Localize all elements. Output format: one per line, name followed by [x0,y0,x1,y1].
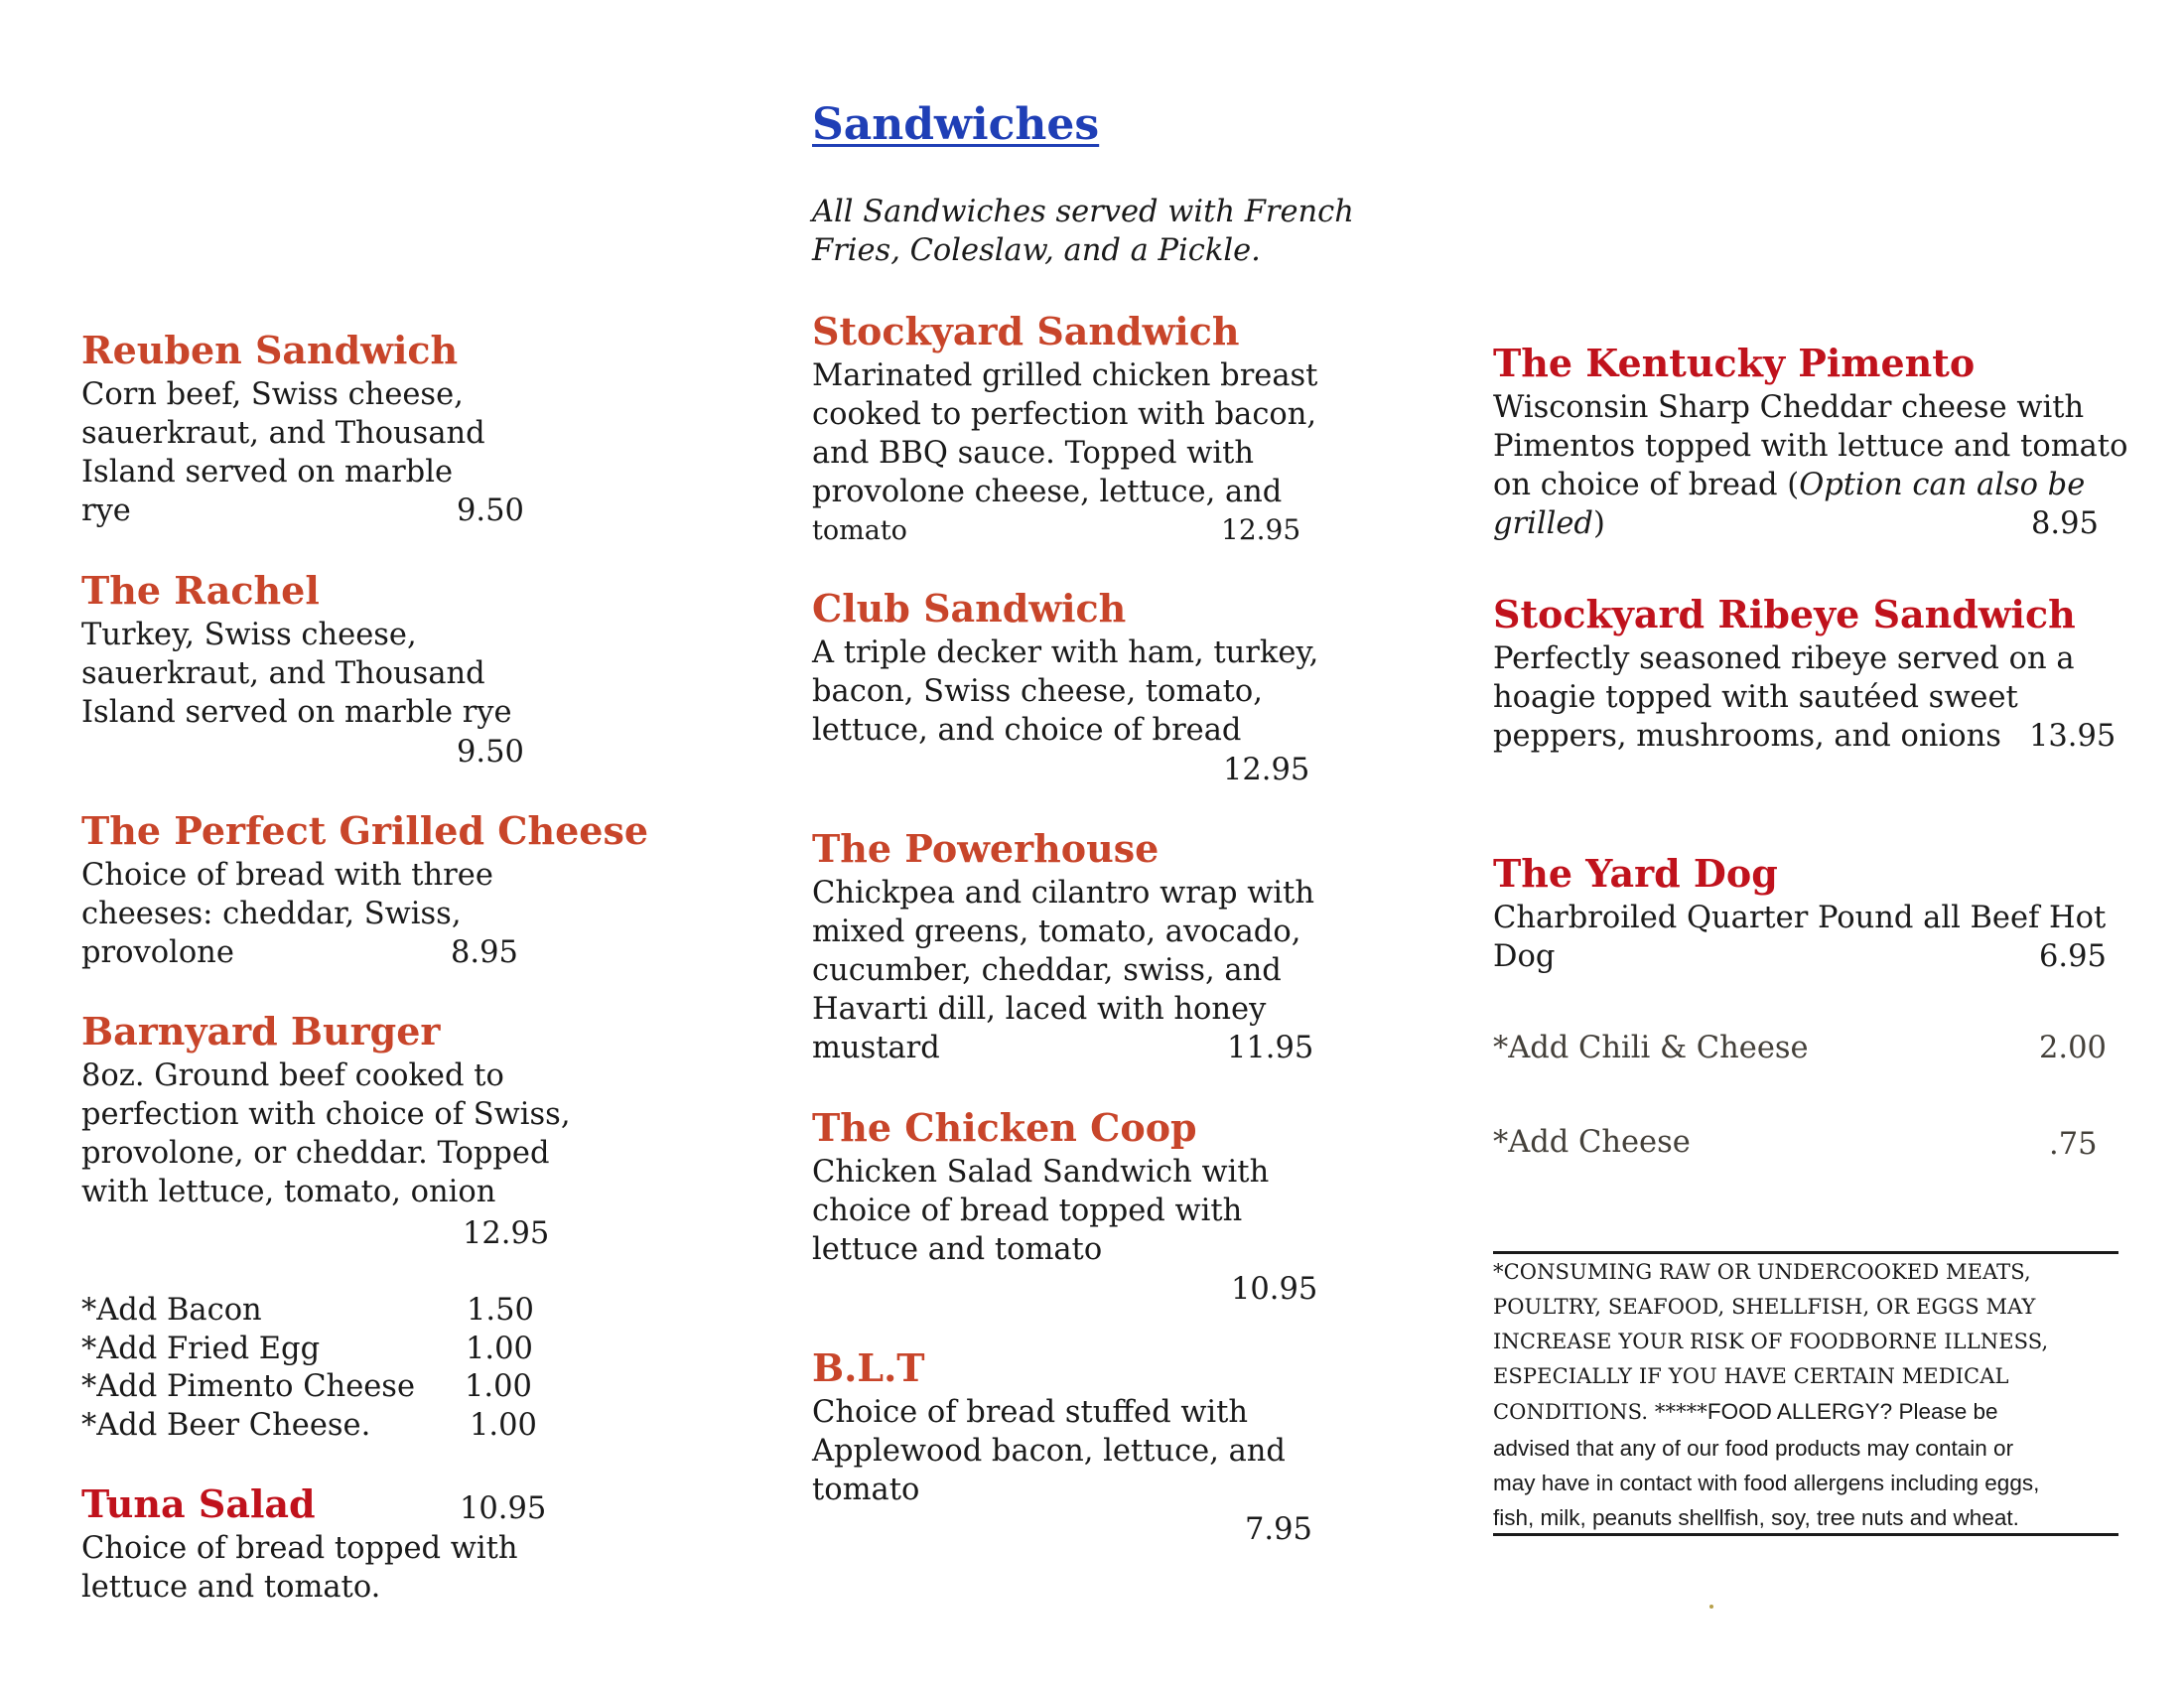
addon-price-beer-cheese: 1.00 [470,1408,537,1443]
menu-item-price-barnyard-burger: 12.95 [463,1216,550,1251]
section-intro-line-1: All Sandwiches served with French [812,195,1354,229]
menu-item-price-stockyard-sandwich: 12.95 [1221,513,1301,546]
desc-line: provolone, or cheddar. Topped [81,1136,550,1171]
menu-item-title-tuna-salad: Tuna Salad [81,1481,316,1526]
menu-item-desc-tuna-salad [81,1529,518,1607]
desc-line: Island served on marble rye [81,695,512,730]
section-intro-line-2: Fries, Coleslaw, and a Pickle. [812,233,1261,268]
desc-line: Chickpea and cilantro wrap with [812,876,1314,911]
notice-line [1493,1394,2048,1431]
menu-item-price-grilled-cheese: 8.95 [451,935,518,970]
desc-line: Choice of bread with three [81,858,493,893]
menu-item-price-tuna-salad: 10.95 [460,1491,547,1526]
menu-item-title-reuben: Reuben Sandwich [81,328,459,372]
desc-line [1493,466,2127,504]
addon-price-chili-cheese: 2.00 [2039,1031,2107,1065]
menu-item-title-powerhouse: The Powerhouse [812,826,1160,871]
notice-top-rule [1493,1251,2118,1254]
menu-item-title-blt: B.L.T [812,1345,925,1390]
desc-line: Perfectly seasoned ribeye served on a [1493,641,2075,676]
desc-line: with lettuce, tomato, onion [81,1175,496,1209]
desc-line: Turkey, Swiss cheese, [81,618,417,652]
desc-line: lettuce, and choice of bread [812,713,1242,748]
menu-item-title-kentucky-pimento: The Kentucky Pimento [1493,341,1976,385]
addon-label-chili-cheese: *Add Chili & Cheese [1493,1031,1809,1065]
desc-line: rye [81,493,131,528]
menu-item-price-kentucky-pimento: 8.95 [2031,506,2099,541]
desc-line: Havarti dill, laced with honey [812,992,1267,1027]
desc-line: hoagie topped with sautéed sweet [1493,680,2018,715]
desc-line: bacon, Swiss cheese, tomato, [812,674,1263,709]
addon-price-bacon: 1.50 [467,1293,534,1328]
desc-line: Dog [1493,939,1556,974]
desc-line: cheeses: cheddar, Swiss, [81,897,462,931]
menu-item-price-chicken-coop: 10.95 [1231,1272,1318,1307]
menu-item-title-stockyard-sandwich: Stockyard Sandwich [812,309,1240,353]
desc-line: lettuce and tomato. [81,1570,381,1605]
notice-text: CONDITIONS. ***** [1493,1400,1707,1424]
notice-line: ESPECIALLY IF YOU HAVE CERTAIN MEDICAL [1493,1364,2009,1388]
decorative-dot [1709,1605,1713,1609]
desc-line: Applewood bacon, lettuce, and [812,1434,1286,1469]
desc-line: Choice of bread stuffed with [812,1395,1249,1430]
menu-item-desc-club-sandwich [812,633,1318,750]
addon-label-beer-cheese: *Add Beer Cheese. [81,1408,371,1443]
desc-line: Corn beef, Swiss cheese, [81,377,464,412]
desc-line: A triple decker with ham, turkey, [812,635,1319,670]
menu-item-title-yard-dog: The Yard Dog [1493,851,1778,896]
notice-line: INCREASE YOUR RISK OF FOODBORNE ILLNESS, [1493,1330,2049,1353]
desc-text: ) [1592,506,1605,541]
notice-line: may have in contact with food allergens including eggs, [1493,1471,2040,1495]
desc-line: peppers, mushrooms, and onions [1493,719,2001,754]
menu-item-title-grilled-cheese: The Perfect Grilled Cheese [81,808,649,853]
desc-line: Wisconsin Sharp Cheddar cheese with [1493,390,2085,425]
addon-label-pimento-cheese: *Add Pimento Cheese [81,1369,416,1404]
desc-line: cucumber, cheddar, swiss, and [812,953,1282,988]
desc-line: provolone cheese, lettuce, and [812,475,1283,509]
desc-italic: grilled [1493,506,1593,541]
desc-line: perfection with choice of Swiss, [81,1097,571,1132]
desc-line: and BBQ sauce. Topped with [812,436,1254,471]
section-title: Sandwiches [812,99,1100,150]
menu-item-desc-blt [812,1393,1286,1509]
menu-item-title-chicken-coop: The Chicken Coop [812,1105,1197,1150]
allergy-notice [1493,1255,2048,1535]
menu-item-price-ribeye-sandwich: 13.95 [2029,719,2116,754]
menu-item-title-barnyard-burger: Barnyard Burger [81,1009,441,1054]
menu-item-desc-reuben [81,375,485,530]
notice-line: fish, milk, peanuts shellfish, soy, tree nuts and wheat. [1493,1505,2019,1530]
menu-item-price-rachel: 9.50 [457,735,524,770]
menu-item-price-yard-dog: 6.95 [2039,939,2107,974]
menu-item-title-club-sandwich: Club Sandwich [812,586,1127,631]
notice-line: *CONSUMING RAW OR UNDERCOOKED MEATS, [1493,1260,2031,1284]
addon-price-cheese: .75 [2049,1127,2098,1162]
notice-text: FOOD ALLERGY? Please be [1706,1399,1998,1424]
menu-item-price-club-sandwich: 12.95 [1223,753,1310,787]
desc-line: sauerkraut, and Thousand [81,416,485,451]
menu-item-desc-rachel [81,616,512,732]
notice-line: advised that any of our food products may contain or [1493,1436,2014,1461]
desc-line: tomato [812,515,907,546]
desc-line: Choice of bread topped with [81,1531,518,1566]
menu-item-price-blt: 7.95 [1245,1512,1312,1547]
desc-line: choice of bread topped with [812,1194,1243,1228]
desc-line: tomato [812,1473,920,1507]
desc-line: Pimentos topped with lettuce and tomato [1493,429,2128,464]
menu-item-title-rachel: The Rachel [81,568,320,613]
addon-label-bacon: *Add Bacon [81,1293,262,1328]
menu-item-desc-yard-dog [1493,899,2106,976]
menu-item-desc-chicken-coop [812,1153,1269,1269]
desc-line: provolone [81,935,234,970]
notice-bottom-rule [1493,1533,2118,1536]
desc-line: mustard [812,1031,940,1065]
notice-line: POULTRY, SEAFOOD, SHELLFISH, OR EGGS MAY [1493,1295,2036,1319]
menu-item-price-powerhouse: 11.95 [1227,1031,1314,1065]
addon-label-fried-egg: *Add Fried Egg [81,1332,321,1366]
menu-item-title-ribeye-sandwich: Stockyard Ribeye Sandwich [1493,592,2076,636]
addon-label-cheese: *Add Cheese [1493,1125,1691,1160]
menu-item-desc-barnyard-burger [81,1056,571,1211]
desc-line: lettuce and tomato [812,1232,1103,1267]
desc-line: Island served on marble [81,455,453,490]
desc-line: Charbroiled Quarter Pound all Beef Hot [1493,901,2107,935]
menu-item-desc-grilled-cheese [81,856,493,972]
addon-price-pimento-cheese: 1.00 [465,1369,532,1404]
desc-line: Chicken Salad Sandwich with [812,1155,1270,1190]
desc-text: on choice of bread ( [1493,468,1800,502]
menu-item-price-reuben: 9.50 [457,493,524,528]
desc-line: 8oz. Ground beef cooked to [81,1058,504,1093]
desc-italic: Option can also be [1799,468,2086,502]
menu-item-desc-ribeye-sandwich [1493,639,2075,756]
addon-price-fried-egg: 1.00 [466,1332,533,1366]
desc-line: cooked to perfection with bacon, [812,397,1317,432]
desc-line: Marinated grilled chicken breast [812,358,1318,393]
desc-line: mixed greens, tomato, avocado, [812,914,1301,949]
desc-line: sauerkraut, and Thousand [81,656,485,691]
